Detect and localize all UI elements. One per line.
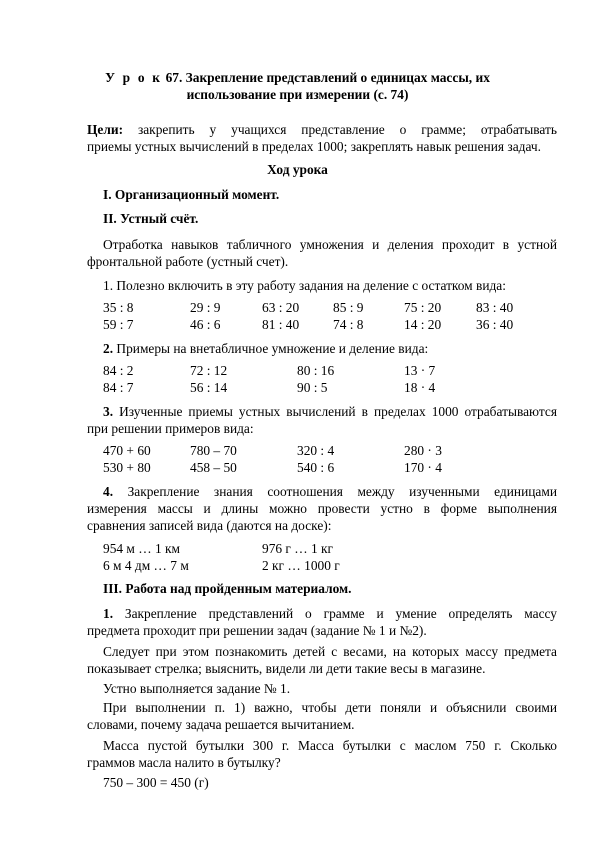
p2-line2: показывает стрелка; выяснить, видели ли дети такие весы в магазине. — [87, 661, 486, 676]
intro-line2: фронтальной работе (устный счет). — [87, 254, 289, 269]
goals-line2: приемы устных вычислений в пределах 1000; закреплять навык решения задач. — [87, 139, 541, 154]
task-1-ex-1-5: 75 : 20 — [404, 300, 442, 315]
task-2-ex-1-2: 72 : 12 — [190, 363, 228, 378]
lesson-word: У р о к — [105, 70, 163, 85]
task-3-number: 3. — [103, 404, 114, 419]
p1-number: 1. — [103, 606, 114, 621]
p1-line2: предмета проходит при решении задач (задание № 1 и №2). — [87, 623, 427, 638]
task-2-ex-2-4: 18 · 4 — [404, 380, 436, 395]
lesson-title-line2: использование при измерении (с. 74) — [186, 87, 409, 102]
p4-text-1: При выполнении п. 1) важно, чтобы дети поняли и объяснили своими — [103, 700, 557, 715]
task-1-ex-2-1: 59 : 7 — [103, 317, 134, 332]
p2-text-1: Следует при этом познакомить детей с весами, на которых массу предмета — [103, 644, 557, 659]
task-1-ex-2-4: 74 : 8 — [333, 317, 364, 332]
task-2-ex-1-4: 13 · 7 — [404, 363, 436, 378]
task-2-ex-1-3: 80 : 16 — [297, 363, 335, 378]
task-2-number: 2. — [103, 341, 114, 356]
task-2-ex-1-1: 84 : 2 — [103, 363, 134, 378]
task-1-ex-2-2: 46 : 6 — [190, 317, 221, 332]
p1-text-1: Закрепление представлений о грамме и умение определять массу — [124, 606, 557, 621]
task-4-line1 — [87, 483, 557, 500]
intro-text-1: Отработка навыков табличного умножения и деления проходит в устной — [103, 237, 557, 252]
task-3-line2: при решении примеров вида: — [87, 421, 254, 436]
lesson-number-topic: 67. Закрепление представлений о единицах массы, их — [165, 70, 490, 85]
course-heading: Ход урока — [267, 162, 328, 177]
task-4-line3: сравнения записей вида (даются на доске): — [87, 518, 332, 533]
task-1-ex-2-5: 14 : 20 — [404, 317, 442, 332]
task-3-ex-1-4: 280 · 3 — [404, 443, 442, 458]
section-3-heading: III. Работа над пройденным материалом. — [103, 581, 352, 596]
task-4-ex-1-1: 954 м … 1 км — [103, 541, 181, 556]
task-2-ex-2-1: 84 : 7 — [103, 380, 134, 395]
task-3-text-1: Изученные приемы устных вычислений в пределах 1000 отрабатываются — [119, 404, 557, 419]
section-2-heading: II. Устный счёт. — [103, 211, 199, 226]
task-1-ex-1-2: 29 : 9 — [190, 300, 221, 315]
task-4-number: 4. — [103, 484, 114, 499]
task-2-text — [103, 340, 428, 357]
task-3-ex-1-3: 320 : 4 — [297, 443, 335, 458]
intro-line1 — [87, 236, 557, 253]
task-4-text-1: Закрепление знания соотношения между изученными единицами — [127, 484, 557, 499]
p5-text-1: Масса пустой бутылки 300 г. Масса бутылки с маслом 750 г. Сколько — [103, 738, 557, 753]
task-4-ex-2-2: 2 кг … 1000 г — [262, 558, 340, 573]
task-3-ex-2-1: 530 + 80 — [103, 460, 151, 475]
task-3-ex-2-4: 170 · 4 — [404, 460, 442, 475]
p3-text: Устно выполняется задание № 1. — [103, 681, 291, 696]
task-2-ex-2-3: 90 : 5 — [297, 380, 328, 395]
task-3-line1 — [87, 403, 557, 420]
p6-equation: 750 – 300 = 450 (г) — [103, 775, 209, 790]
task-1-ex-1-6: 83 : 40 — [476, 300, 514, 315]
task-2-body: Примеры на внетабличное умножение и деление вида: — [116, 341, 429, 356]
task-1-ex-1-1: 35 : 8 — [103, 300, 134, 315]
task-2-ex-2-2: 56 : 14 — [190, 380, 228, 395]
p1-line1 — [87, 605, 557, 622]
task-1-text: 1. Полезно включить в эту работу задания на деление с остатком вида: — [103, 278, 506, 293]
task-1-ex-1-4: 85 : 9 — [333, 300, 364, 315]
p5-line2: граммов масла налито в бутылку? — [87, 755, 281, 770]
task-3-ex-2-2: 458 – 50 — [190, 460, 237, 475]
task-4-ex-2-1: 6 м 4 дм … 7 м — [103, 558, 189, 573]
section-1-heading: I. Организационный момент. — [103, 187, 280, 202]
task-4-ex-1-2: 976 г … 1 кг — [262, 541, 334, 556]
task-3-ex-2-3: 540 : 6 — [297, 460, 335, 475]
task-4-line2: измерения массы и длины можно провести устно в форме выполнения — [87, 501, 557, 516]
task-1-ex-2-6: 36 : 40 — [476, 317, 514, 332]
task-1-ex-1-3: 63 : 20 — [262, 300, 300, 315]
task-3-ex-1-2: 780 – 70 — [190, 443, 237, 458]
lesson-title-line1 — [0, 69, 595, 86]
goals-line1 — [87, 121, 557, 138]
p2-line1 — [87, 643, 557, 660]
goals-text-1: закрепить у учащихся представление о грамме; отрабатывать — [137, 122, 557, 137]
task-1-ex-2-3: 81 : 40 — [262, 317, 300, 332]
p5-line1 — [87, 737, 557, 754]
task-3-ex-1-1: 470 + 60 — [103, 443, 151, 458]
p4-line1 — [87, 699, 557, 716]
goals-label: Цели: — [87, 122, 124, 137]
p4-line2: словами, почему задача решается вычитанием. — [87, 717, 355, 732]
